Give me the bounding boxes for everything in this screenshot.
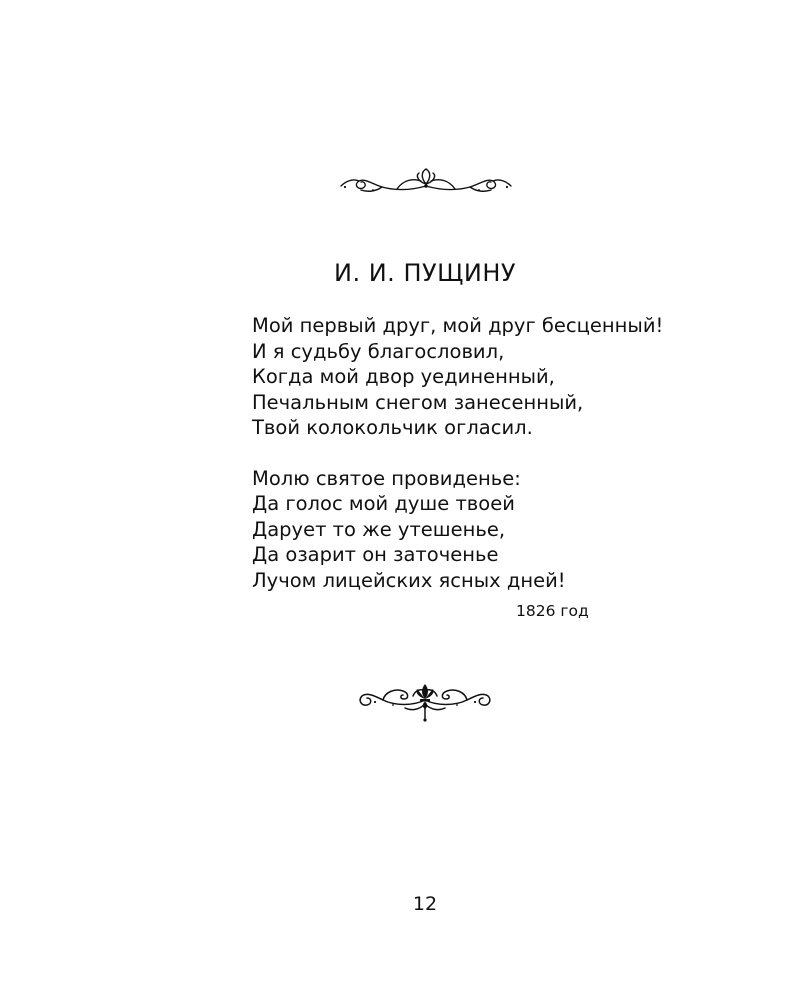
poem-line: Да озарит он заточенье (252, 543, 499, 566)
poem-line: Твой колокольчик огласил. (252, 416, 533, 439)
poem-line: Печальным снегом занесенный, (252, 390, 584, 414)
bottom-flourish-ornament (355, 680, 495, 724)
poem-title: И. И. ПУЩИНУ (334, 259, 516, 287)
poem-line: И я судьбу благословил, (252, 339, 505, 363)
poem-line: Дарует то же утешенье, (252, 517, 506, 541)
poem-line: Молю святое провиденье: (252, 466, 521, 490)
poem-line: Лучом лицейских ясных дней! (252, 568, 566, 592)
top-flourish-ornament (337, 166, 515, 196)
poem-line: Да голос мой душе твоей (252, 492, 515, 515)
poem-line: Мой первый друг, мой друг бесценный! (252, 314, 664, 337)
stanza-1 (252, 313, 732, 441)
poem-date: 1826 год (516, 602, 589, 620)
poem-line: Когда мой двор уединенный, (252, 365, 555, 388)
stanza-2 (252, 466, 732, 594)
poem-body (252, 313, 732, 618)
page-number: 12 (412, 893, 438, 915)
